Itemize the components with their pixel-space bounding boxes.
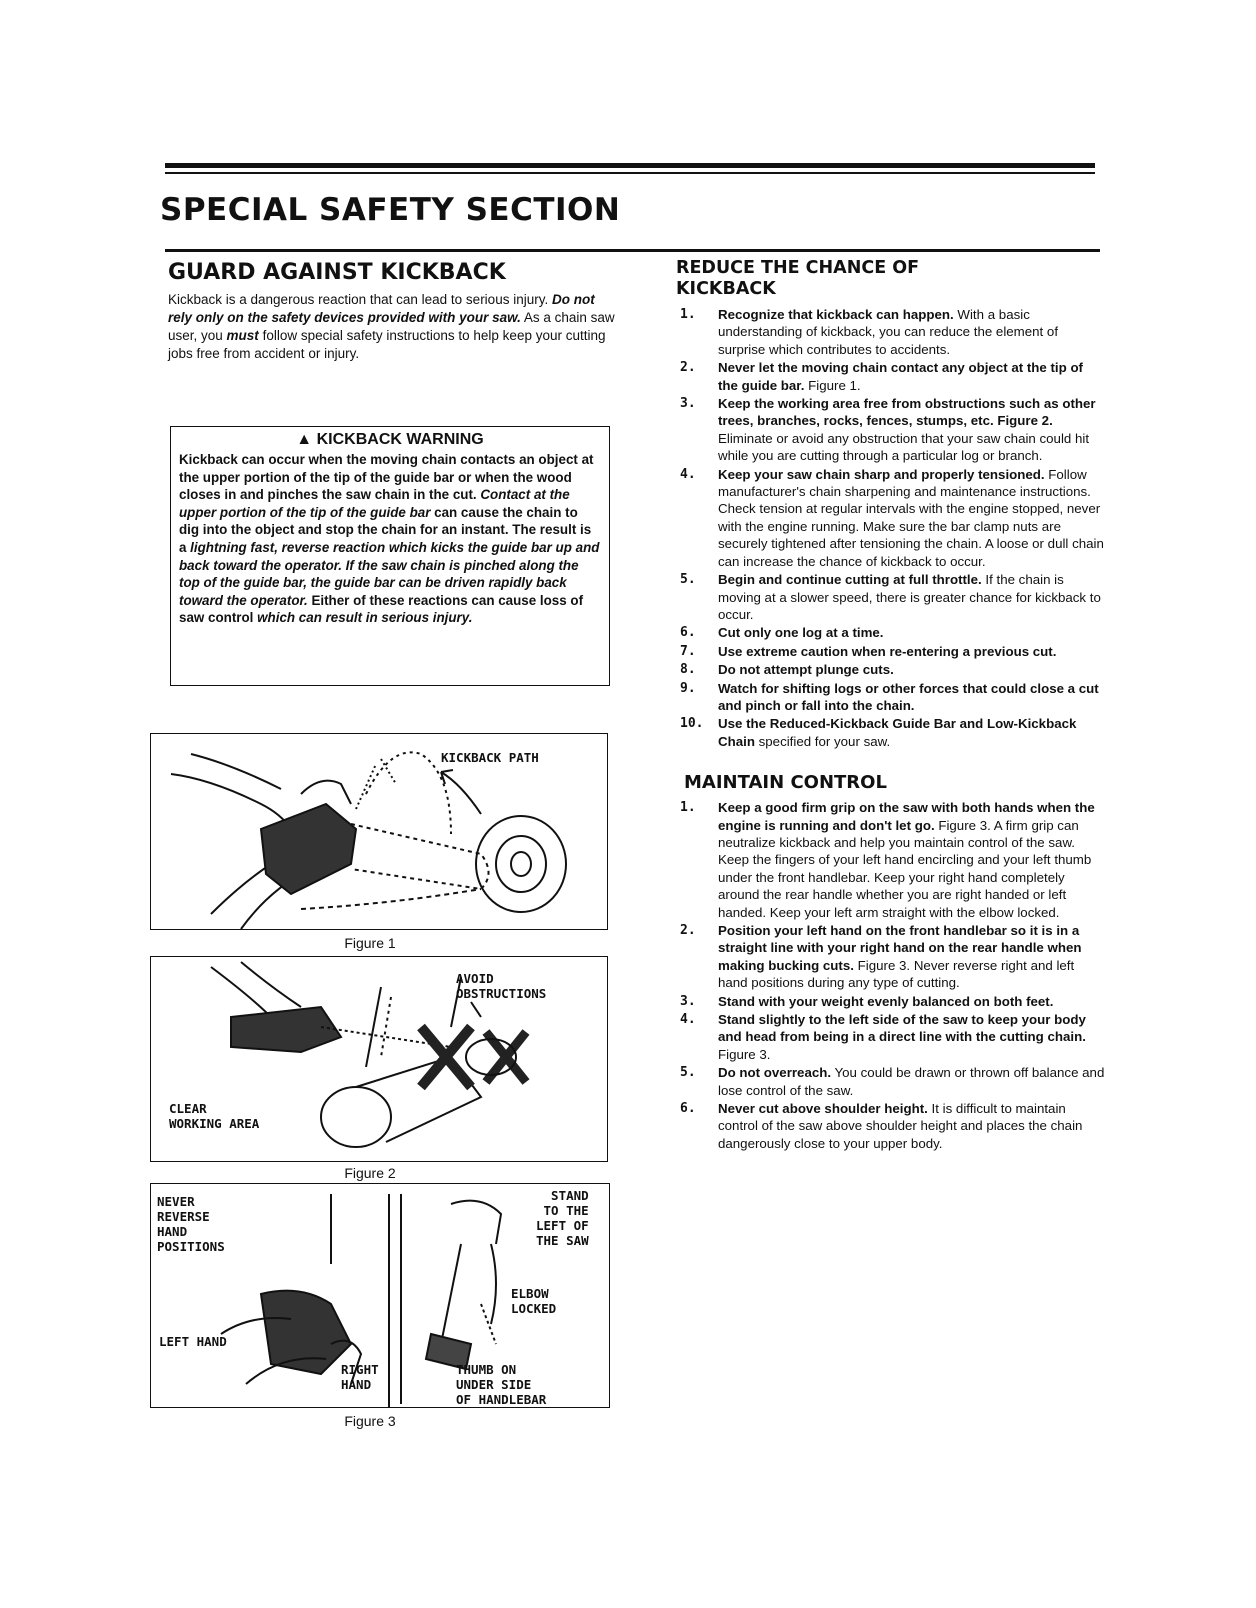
maintain-list [676,799,1106,1152]
title-underline [165,249,1100,252]
fig2-label-avoid-obstructions: AVOID OBSTRUCTIONS [456,971,547,1001]
list-item: 2. Position your left hand on the front handlebar so it is in a straight line with your right hand on the rear handle when making bucking cuts. Figure 3. Never reverse right and left hand positions during any type of cutting. [680,923,1082,991]
list-item: 3. Keep the working area free from obstructions such as other trees, branches, rocks, fences, stumps, etc. Figure 2. Eliminate or avoid any obstruction that your saw chain could hit while you are cutting through a particular log or branch. [680,396,1096,464]
list-item: 4. Keep your saw chain sharp and properly tensioned. Follow manufacturer's chain sharpening and maintenance instructions. Check tension at regular intervals with the engine stopped, never with the engine running. Make sure the bar clamp nuts are securely tightened after tensioning the chain. A loose or dull chain can increase the chance of kickback to occur. [680,466,1104,569]
fig2-label-clear-working-area: CLEAR WORKING AREA [169,1101,260,1131]
figure-1 [150,733,608,930]
list-item: 9. Watch for shifting logs or other forces that could close a cut and pinch or fall into the chain. [680,680,1099,713]
list-item: 2. Never let the moving chain contact any object at the tip of the guide bar. Figure 1. [680,360,1083,393]
page-title: SPECIAL SAFETY SECTION [160,192,621,228]
guard-intro: Kickback is a dangerous reaction that can lead to serious injury. Do not rely only on the safety devices provided with your saw. As a chain saw user, you must follow special safety instructions to help keep your cutting jobs free from accident or injury. [168,292,615,361]
fig1-label-kickback-path: KICKBACK PATH [441,750,539,765]
fig3-label-elbow-locked: ELBOW LOCKED [511,1286,557,1316]
fig3-label-thumb: THUMB ON UNDER SIDE OF HANDLEBAR [456,1362,547,1407]
fig3-label-right-hand: RIGHT HAND [341,1362,379,1392]
figure-1-caption: Figure 1 [344,935,396,951]
list-item: 8. Do not attempt plunge cuts. [680,662,894,678]
list-item: 5. Do not overreach. You could be drawn or thrown off balance and lose control of the saw. [680,1065,1105,1098]
list-item: 6. Never cut above shoulder height. It is difficult to maintain control of the saw above shoulder height and places the chain dangerously close to your upper body. [680,1101,1083,1151]
list-item: 5. Begin and continue cutting at full throttle. If the chain is moving at a slower speed, there is greater chance for kickback to occur. [680,572,1101,622]
list-item: 10. Use the Reduced-Kickback Guide Bar and Low-Kickback Chain specified for your saw. [680,716,1077,749]
list-item: 1. Recognize that kickback can happen. With a basic understanding of kickback, you can reduce the element of surprise which contributes to accidents. [680,307,1059,357]
top-rule-thin [165,172,1095,174]
guard-heading: GUARD AGAINST KICKBACK [168,260,506,285]
reduce-list [676,306,1106,750]
warning-text: Kickback can occur when the moving chain contacts an object at the upper portion of the tip of the guide bar or when the wood closes in and pinches the saw chain in the cut. Contact at the upper portion of the tip of the guide bar can cause the chain to dig into the object and stop the chain for an instant. The result is a lightning fast, reverse reaction which kicks the guide bar up and back toward the operator. If the saw chain is pinched along the top of the guide bar, the guide bar can be driven rapidly back toward the operator. Either of these reactions can cause loss of saw control which can result in serious injury. [179,452,600,626]
top-rule [165,163,1095,168]
fig3-label-never-reverse: NEVER REVERSE HAND POSITIONS [157,1194,225,1254]
list-item: 1. Keep a good firm grip on the saw with both hands when the engine is running and don't let go. Figure 3. A firm grip can neutralize kickback and help you maintain control of the saw. Keep the fingers of your left hand encircling and your left thumb under the front handlebar. Keep your right hand completely around the rear handle whether you are right handed or left handed. Keep your left arm straight with the elbow locked. [680,800,1095,920]
list-item: 7. Use extreme caution when re-entering a previous cut. [680,643,1057,659]
warning-heading: ▲ KICKBACK WARNING [296,431,484,448]
kickback-warning-box [170,426,610,686]
fig3-label-stand-left: STAND TO THE LEFT OF THE SAW [536,1188,589,1248]
guard-section [168,260,620,363]
maintain-heading: MAINTAIN CONTROL [684,772,887,794]
figure-3 [150,1183,610,1408]
kickback-illustration [151,734,608,930]
list-item: 4. Stand slightly to the left side of the saw to keep your body and head from being in a direct line with the cutting chain. Figure 3. [680,1012,1086,1062]
figure-2-caption: Figure 2 [344,1165,396,1181]
figure-3-caption: Figure 3 [344,1413,396,1429]
figure-2 [150,956,608,1162]
right-column [676,258,1106,1153]
list-item: 6. Cut only one log at a time. [680,625,884,641]
reduce-heading: REDUCE THE CHANCE OF KICKBACK [676,258,920,299]
warning-triangle-icon: ▲ [296,431,313,448]
fig3-label-left-hand: LEFT HAND [159,1334,227,1349]
list-item: 3. Stand with your weight evenly balanced on both feet. [680,993,1054,1009]
